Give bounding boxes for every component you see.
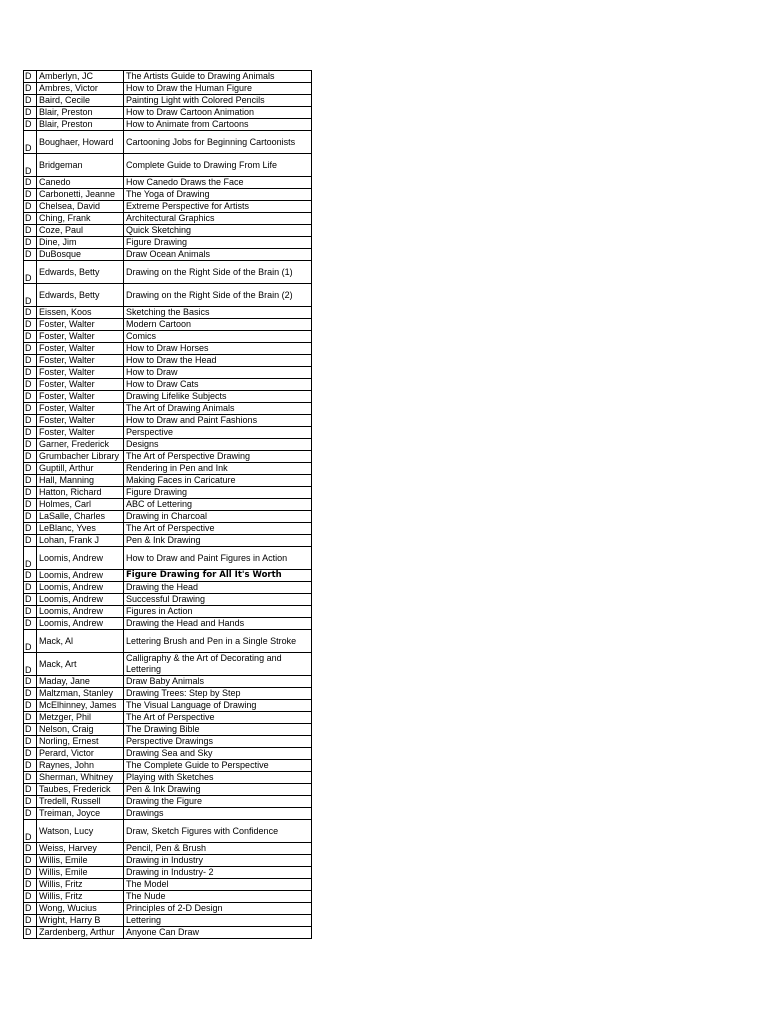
author-cell: DuBosque (37, 249, 124, 261)
title-cell: Drawing in Charcoal (124, 511, 312, 523)
author-cell: LeBlanc, Yves (37, 523, 124, 535)
title-cell: Complete Guide to Drawing From Life (124, 154, 312, 177)
table-row (24, 688, 312, 700)
category-cell: D (24, 879, 37, 891)
category-cell: D (24, 201, 37, 213)
category-cell: D (24, 343, 37, 355)
author-cell: Sherman, Whitney (37, 772, 124, 784)
title-cell: Drawing the Figure (124, 796, 312, 808)
table-row (24, 606, 312, 618)
author-cell: Carbonetti, Jeanne (37, 189, 124, 201)
table-row (24, 511, 312, 523)
category-cell: D (24, 331, 37, 343)
table-row (24, 343, 312, 355)
category-cell: D (24, 606, 37, 618)
author-cell: Hall, Manning (37, 475, 124, 487)
author-cell: Boughaer, Howard (37, 131, 124, 154)
title-cell: Drawings (124, 808, 312, 820)
author-cell: Willis, Emile (37, 867, 124, 879)
title-cell: The Visual Language of Drawing (124, 700, 312, 712)
table-row (24, 724, 312, 736)
author-cell: Watson, Lucy (37, 820, 124, 843)
title-cell: Modern Cartoon (124, 319, 312, 331)
category-cell: D (24, 284, 37, 307)
table-row (24, 867, 312, 879)
book-list-table (23, 70, 312, 939)
category-cell: D (24, 867, 37, 879)
title-cell: Draw, Sketch Figures with Confidence (124, 820, 312, 843)
author-cell: Bridgeman (37, 154, 124, 177)
category-cell: D (24, 511, 37, 523)
table-row (24, 331, 312, 343)
title-cell: How to Draw the Head (124, 355, 312, 367)
author-cell: Blair, Preston (37, 107, 124, 119)
category-cell: D (24, 403, 37, 415)
author-cell: Nelson, Craig (37, 724, 124, 736)
table-row (24, 843, 312, 855)
table-row (24, 261, 312, 284)
category-cell: D (24, 95, 37, 107)
author-cell: Foster, Walter (37, 403, 124, 415)
title-cell: Cartooning Jobs for Beginning Cartoonists (124, 131, 312, 154)
table-row (24, 475, 312, 487)
table-row (24, 796, 312, 808)
author-cell: Garner, Frederick (37, 439, 124, 451)
table-row (24, 201, 312, 213)
author-cell: Loomis, Andrew (37, 606, 124, 618)
table-row (24, 391, 312, 403)
title-cell: Designs (124, 439, 312, 451)
book-list-body (24, 71, 312, 939)
author-cell: Weiss, Harvey (37, 843, 124, 855)
category-cell: D (24, 107, 37, 119)
category-cell: D (24, 237, 37, 249)
category-cell: D (24, 379, 37, 391)
title-cell: Anyone Can Draw (124, 927, 312, 939)
table-row (24, 808, 312, 820)
author-cell: Norling, Ernest (37, 736, 124, 748)
title-cell: Sketching the Basics (124, 307, 312, 319)
title-cell: Quick Sketching (124, 225, 312, 237)
category-cell: D (24, 439, 37, 451)
title-cell: Successful Drawing (124, 594, 312, 606)
title-cell: Pencil, Pen & Brush (124, 843, 312, 855)
category-cell: D (24, 748, 37, 760)
category-cell: D (24, 570, 37, 582)
author-cell: Grumbacher Library (37, 451, 124, 463)
table-row (24, 700, 312, 712)
author-cell: Canedo (37, 177, 124, 189)
table-row (24, 355, 312, 367)
title-cell: How Canedo Draws the Face (124, 177, 312, 189)
category-cell: D (24, 653, 37, 676)
category-cell: D (24, 891, 37, 903)
table-row (24, 712, 312, 724)
title-cell: The Art of Drawing Animals (124, 403, 312, 415)
author-cell: Edwards, Betty (37, 284, 124, 307)
title-cell: The Art of Perspective (124, 523, 312, 535)
category-cell: D (24, 249, 37, 261)
category-cell: D (24, 427, 37, 439)
table-row (24, 379, 312, 391)
category-cell: D (24, 307, 37, 319)
author-cell: Blair, Preston (37, 119, 124, 131)
table-row (24, 177, 312, 189)
title-cell: Drawing on the Right Side of the Brain (1) (124, 261, 312, 284)
author-cell: Hatton, Richard (37, 487, 124, 499)
title-cell: Playing with Sketches (124, 772, 312, 784)
category-cell: D (24, 475, 37, 487)
author-cell: Lohan, Frank J (37, 535, 124, 547)
title-cell: How to Draw the Human Figure (124, 83, 312, 95)
category-cell: D (24, 903, 37, 915)
table-row (24, 594, 312, 606)
table-row (24, 427, 312, 439)
category-cell: D (24, 808, 37, 820)
author-cell: Willis, Fritz (37, 879, 124, 891)
author-cell: Loomis, Andrew (37, 582, 124, 594)
table-row (24, 676, 312, 688)
table-row (24, 319, 312, 331)
table-row (24, 582, 312, 594)
title-cell: Rendering in Pen and Ink (124, 463, 312, 475)
table-row (24, 307, 312, 319)
author-cell: Ching, Frank (37, 213, 124, 225)
category-cell: D (24, 177, 37, 189)
author-cell: Mack, Art (37, 653, 124, 676)
author-cell: Foster, Walter (37, 343, 124, 355)
table-row (24, 547, 312, 570)
title-cell: The Drawing Bible (124, 724, 312, 736)
title-cell: The Artists Guide to Drawing Animals (124, 71, 312, 83)
category-cell: D (24, 415, 37, 427)
table-row (24, 95, 312, 107)
author-cell: Foster, Walter (37, 427, 124, 439)
title-cell: How to Draw (124, 367, 312, 379)
author-cell: Foster, Walter (37, 391, 124, 403)
table-row (24, 463, 312, 475)
category-cell: D (24, 676, 37, 688)
title-cell: Principles of 2-D Design (124, 903, 312, 915)
title-cell: Drawing the Head and Hands (124, 618, 312, 630)
category-cell: D (24, 451, 37, 463)
category-cell: D (24, 213, 37, 225)
title-cell: Perspective (124, 427, 312, 439)
category-cell: D (24, 855, 37, 867)
table-row (24, 213, 312, 225)
author-cell: Loomis, Andrew (37, 594, 124, 606)
title-cell: Figure Drawing for All It's Worth (124, 570, 312, 582)
title-cell: Painting Light with Colored Pencils (124, 95, 312, 107)
author-cell: Foster, Walter (37, 331, 124, 343)
table-row (24, 237, 312, 249)
title-cell: How to Draw Cats (124, 379, 312, 391)
table-row (24, 915, 312, 927)
table-row (24, 225, 312, 237)
table-row (24, 83, 312, 95)
author-cell: Coze, Paul (37, 225, 124, 237)
author-cell: Loomis, Andrew (37, 570, 124, 582)
title-cell: Pen & Ink Drawing (124, 535, 312, 547)
author-cell: LaSalle, Charles (37, 511, 124, 523)
category-cell: D (24, 594, 37, 606)
title-cell: Drawing in Industry (124, 855, 312, 867)
title-cell: The Yoga of Drawing (124, 189, 312, 201)
author-cell: Guptill, Arthur (37, 463, 124, 475)
category-cell: D (24, 83, 37, 95)
category-cell: D (24, 131, 37, 154)
author-cell: Maday, Jane (37, 676, 124, 688)
title-cell: How to Draw Horses (124, 343, 312, 355)
author-cell: Willis, Emile (37, 855, 124, 867)
table-row (24, 119, 312, 131)
table-row (24, 499, 312, 511)
category-cell: D (24, 189, 37, 201)
table-row (24, 439, 312, 451)
author-cell: McElhinney, James (37, 700, 124, 712)
title-cell: Architectural Graphics (124, 213, 312, 225)
title-cell: The Nude (124, 891, 312, 903)
table-row (24, 189, 312, 201)
table-row (24, 927, 312, 939)
category-cell: D (24, 71, 37, 83)
table-row (24, 820, 312, 843)
category-cell: D (24, 688, 37, 700)
author-cell: Dine, Jim (37, 237, 124, 249)
category-cell: D (24, 319, 37, 331)
table-row (24, 855, 312, 867)
title-cell: The Art of Perspective Drawing (124, 451, 312, 463)
category-cell: D (24, 843, 37, 855)
author-cell: Treiman, Joyce (37, 808, 124, 820)
author-cell: Loomis, Andrew (37, 547, 124, 570)
author-cell: Eissen, Koos (37, 307, 124, 319)
author-cell: Ambres, Victor (37, 83, 124, 95)
title-cell: Drawing Trees: Step by Step (124, 688, 312, 700)
category-cell: D (24, 915, 37, 927)
title-cell: The Art of Perspective (124, 712, 312, 724)
title-cell: Draw Ocean Animals (124, 249, 312, 261)
author-cell: Taubes, Frederick (37, 784, 124, 796)
table-row (24, 154, 312, 177)
table-row (24, 760, 312, 772)
author-cell: Foster, Walter (37, 415, 124, 427)
category-cell: D (24, 712, 37, 724)
table-row (24, 879, 312, 891)
title-cell: Making Faces in Caricature (124, 475, 312, 487)
table-row (24, 535, 312, 547)
author-cell: Willis, Fritz (37, 891, 124, 903)
category-cell: D (24, 784, 37, 796)
title-cell: The Model (124, 879, 312, 891)
category-cell: D (24, 796, 37, 808)
title-cell: How to Animate from Cartoons (124, 119, 312, 131)
category-cell: D (24, 355, 37, 367)
table-row (24, 284, 312, 307)
category-cell: D (24, 225, 37, 237)
title-cell: Lettering Brush and Pen in a Single Stroke (124, 630, 312, 653)
table-row (24, 748, 312, 760)
table-row (24, 784, 312, 796)
table-row (24, 71, 312, 83)
category-cell: D (24, 724, 37, 736)
category-cell: D (24, 772, 37, 784)
title-cell: Drawing in Industry- 2 (124, 867, 312, 879)
category-cell: D (24, 582, 37, 594)
title-cell: Perspective Drawings (124, 736, 312, 748)
title-cell: The Complete Guide to Perspective (124, 760, 312, 772)
author-cell: Foster, Walter (37, 319, 124, 331)
title-cell: Drawing the Head (124, 582, 312, 594)
table-row (24, 523, 312, 535)
category-cell: D (24, 463, 37, 475)
table-row (24, 403, 312, 415)
author-cell: Foster, Walter (37, 379, 124, 391)
title-cell: Drawing Sea and Sky (124, 748, 312, 760)
author-cell: Baird, Cecile (37, 95, 124, 107)
table-row (24, 249, 312, 261)
table-row (24, 367, 312, 379)
author-cell: Holmes, Carl (37, 499, 124, 511)
title-cell: Extreme Perspective for Artists (124, 201, 312, 213)
category-cell: D (24, 820, 37, 843)
table-row (24, 772, 312, 784)
title-cell: ABC of Lettering (124, 499, 312, 511)
title-cell: Pen & Ink Drawing (124, 784, 312, 796)
table-row (24, 618, 312, 630)
table-row (24, 131, 312, 154)
author-cell: Maltzman, Stanley (37, 688, 124, 700)
category-cell: D (24, 391, 37, 403)
category-cell: D (24, 499, 37, 511)
author-cell: Wright, Harry B (37, 915, 124, 927)
category-cell: D (24, 760, 37, 772)
table-row (24, 630, 312, 653)
table-row (24, 653, 312, 676)
category-cell: D (24, 736, 37, 748)
author-cell: Raynes, John (37, 760, 124, 772)
table-row (24, 451, 312, 463)
category-cell: D (24, 927, 37, 939)
table-row (24, 891, 312, 903)
category-cell: D (24, 367, 37, 379)
table-row (24, 570, 312, 582)
title-cell: Calligraphy & the Art of Decorating and Lettering (124, 653, 312, 676)
table-row (24, 903, 312, 915)
author-cell: Tredell, Russell (37, 796, 124, 808)
title-cell: How to Draw and Paint Figures in Action (124, 547, 312, 570)
author-cell: Foster, Walter (37, 367, 124, 379)
category-cell: D (24, 547, 37, 570)
author-cell: Wong, Wucius (37, 903, 124, 915)
title-cell: Figures in Action (124, 606, 312, 618)
title-cell: Figure Drawing (124, 487, 312, 499)
author-cell: Perard, Victor (37, 748, 124, 760)
table-row (24, 415, 312, 427)
author-cell: Loomis, Andrew (37, 618, 124, 630)
table-row (24, 107, 312, 119)
author-cell: Chelsea, David (37, 201, 124, 213)
author-cell: Amberlyn, JC (37, 71, 124, 83)
category-cell: D (24, 261, 37, 284)
title-cell: Lettering (124, 915, 312, 927)
title-cell: Comics (124, 331, 312, 343)
author-cell: Foster, Walter (37, 355, 124, 367)
title-cell: Draw Baby Animals (124, 676, 312, 688)
title-cell: Drawing on the Right Side of the Brain (2) (124, 284, 312, 307)
author-cell: Metzger, Phil (37, 712, 124, 724)
title-cell: Figure Drawing (124, 237, 312, 249)
author-cell: Edwards, Betty (37, 261, 124, 284)
title-cell: How to Draw Cartoon Animation (124, 107, 312, 119)
author-cell: Zardenberg, Arthur (37, 927, 124, 939)
table-row (24, 487, 312, 499)
category-cell: D (24, 700, 37, 712)
category-cell: D (24, 523, 37, 535)
category-cell: D (24, 119, 37, 131)
title-cell: Drawing Lifelike Subjects (124, 391, 312, 403)
category-cell: D (24, 618, 37, 630)
category-cell: D (24, 487, 37, 499)
category-cell: D (24, 630, 37, 653)
author-cell: Mack, Al (37, 630, 124, 653)
title-cell: How to Draw and Paint Fashions (124, 415, 312, 427)
category-cell: D (24, 154, 37, 177)
table-row (24, 736, 312, 748)
category-cell: D (24, 535, 37, 547)
